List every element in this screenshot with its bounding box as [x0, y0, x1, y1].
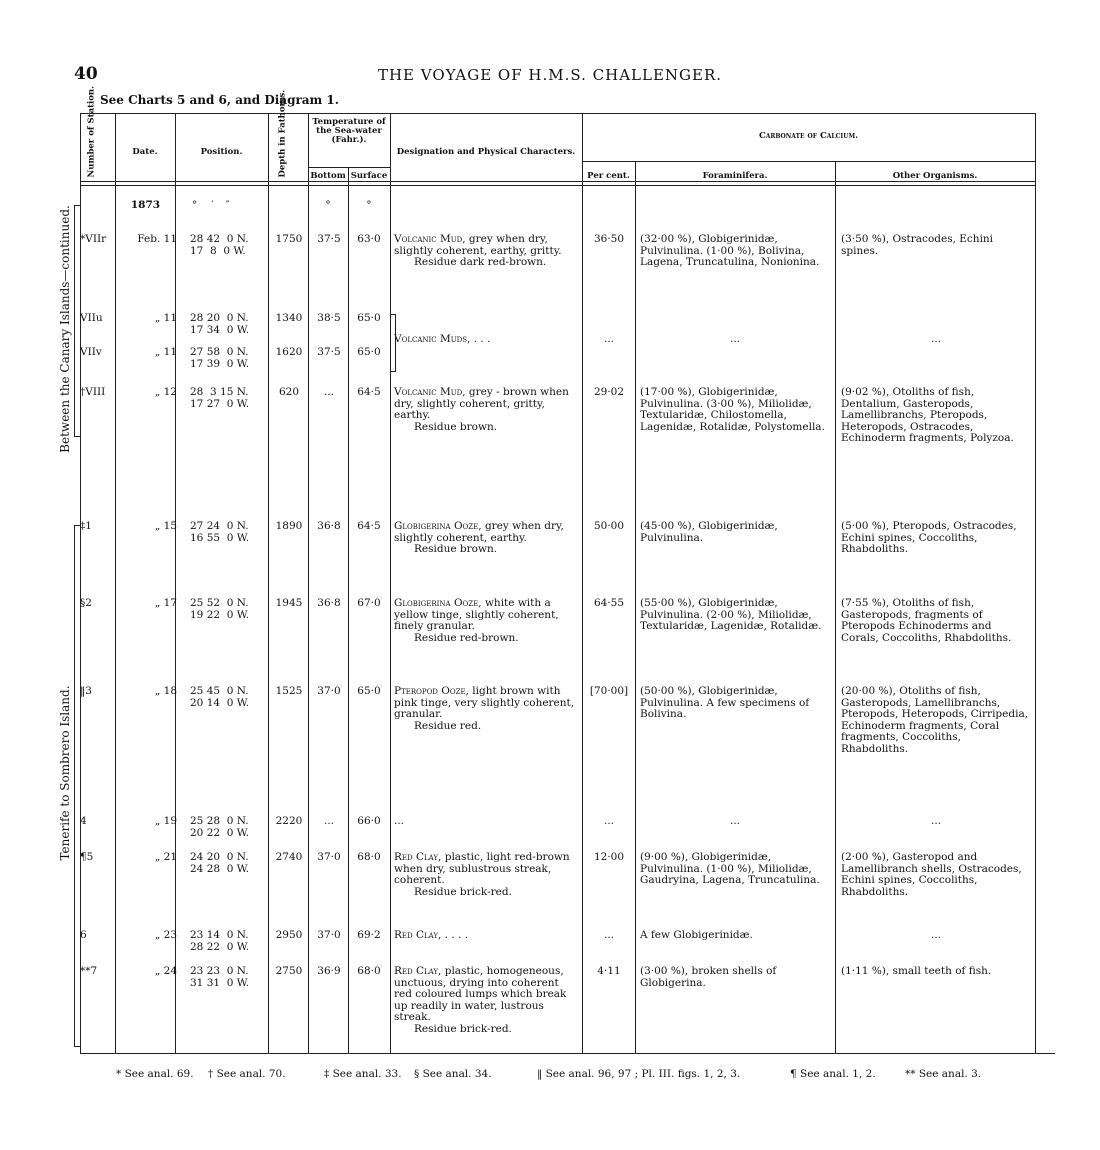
latitude: 24 20 0 N. — [190, 851, 249, 863]
header-position: Position. — [200, 147, 243, 157]
longitude: 17 34 0 W. — [190, 324, 250, 336]
latitude: 25 45 0 N. — [190, 685, 249, 697]
surface-temperature: 69·2 — [357, 929, 381, 941]
longitude: 24 28 0 W. — [190, 863, 250, 875]
latitude: 27 58 0 N. — [190, 346, 249, 358]
longitude: 17 27 0 W. — [190, 398, 250, 410]
charts-note: See Charts 5 and 6, and Diagram 1. — [100, 93, 339, 107]
running-title: THE VOYAGE OF H.M.S. CHALLENGER. — [377, 66, 723, 84]
deg-unit: ° — [192, 199, 198, 211]
surface-temperature: 63·0 — [357, 233, 381, 245]
page-number: 40 — [74, 64, 98, 84]
footnote: ¶ See anal. 1, 2. — [790, 1068, 876, 1080]
latitude: 28 3 15 N. — [190, 386, 249, 398]
carbonate-per-cent: [70·00] — [589, 685, 629, 697]
physical-characters: plastic, homogeneous, unctuous, drying into coherent red coloured lumps which break up readily in water, lustrous streak. — [394, 965, 567, 1023]
bottom-temperature: ... — [323, 386, 334, 398]
designation — [394, 334, 578, 346]
station-number: **7 — [80, 965, 98, 977]
footnote: § See anal. 34. — [414, 1068, 492, 1080]
surface-temperature: 65·0 — [357, 312, 381, 324]
date-year: 1873 — [130, 199, 161, 211]
physical-characters: light brown with pink tinge, very slightly coherent, granular. — [394, 685, 575, 720]
station-number: §2 — [80, 597, 92, 609]
region-label-tenerife: Tenerife to Sombrero Island. — [58, 685, 72, 861]
date: Feb. 11 — [137, 233, 177, 245]
physical-characters: grey - brown when dry, slightly coherent, gritty, earthy. — [394, 386, 569, 421]
residue: Residue red-brown. — [414, 631, 519, 644]
date: „ 11 — [154, 346, 177, 358]
header-date: Date. — [132, 147, 158, 157]
physical-characters: . . . — [473, 333, 491, 345]
surface-temperature: 65·0 — [357, 685, 381, 697]
date: „ 12 — [154, 386, 177, 398]
other-organisms: ... — [930, 815, 941, 827]
surface-temperature: 68·0 — [357, 851, 381, 863]
deposit-name: Volcanic Mud, — [394, 233, 469, 245]
surface-temperature: 68·0 — [357, 965, 381, 977]
station-number: VIIu — [80, 312, 103, 324]
depth: 1750 — [275, 233, 303, 245]
depth: 1620 — [275, 346, 303, 358]
surface-temperature: 67·0 — [357, 597, 381, 609]
physical-characters: ... — [394, 815, 405, 827]
footnote: ** See anal. 3. — [905, 1068, 982, 1080]
header-other: Other Organisms. — [892, 171, 978, 181]
latitude: 23 14 0 N. — [190, 929, 249, 941]
depth: 2750 — [275, 965, 303, 977]
depth: 1525 — [275, 685, 303, 697]
carbonate-per-cent: 36·50 — [593, 233, 625, 245]
other-organisms: (1·11 %), small teeth of fish. — [841, 965, 992, 977]
residue: Residue red. — [414, 719, 482, 732]
designation — [394, 816, 578, 828]
date: „ 21 — [154, 851, 177, 863]
bottom-temperature: 36·8 — [317, 597, 341, 609]
depth: 1340 — [275, 312, 303, 324]
longitude: 17 8 0 W. — [190, 245, 246, 257]
residue: Residue brown. — [414, 420, 498, 433]
residue: Residue dark red-brown. — [414, 256, 547, 268]
deposit-name: Pteropod Ooze, — [394, 685, 473, 697]
longitude: 20 14 0 W. — [190, 697, 250, 709]
physical-characters: grey when dry, slightly coherent, earthy, gritty. — [394, 233, 562, 257]
foraminifera: A few Globigerinidæ. — [640, 929, 753, 941]
bottom-temperature: 37·0 — [317, 685, 341, 697]
physical-characters: . . . . — [444, 929, 469, 941]
header-carbonate: Carbonate of Calcium. — [758, 131, 859, 141]
bottom-temperature: 37·5 — [317, 233, 341, 245]
foraminifera: (55·00 %), Globigerinidæ, Pulvinulina. (2·00 %), Miliolidæ, Textularidæ, Lagenidæ, Rotalidæ. — [640, 597, 822, 632]
designation — [394, 234, 578, 269]
header-temperature: Temperature of the Sea-water (Fahr.). — [312, 117, 386, 145]
other-organisms: ... — [930, 333, 941, 345]
other-organisms: (20·00 %), Otoliths of fish, Gasteropods, Lamellibranchs, Pteropods, Heteropods, Cirripedia, Echinoderm fragments, Coral fragments, Coccoliths, Rhabdoliths. — [841, 685, 1029, 755]
longitude: 31 31 0 W. — [190, 977, 250, 989]
date: „ 23 — [154, 929, 177, 941]
bottom-unit: ° — [325, 199, 331, 211]
carbonate-per-cent: 12·00 — [593, 851, 625, 863]
latitude: 28 42 0 N. — [190, 233, 249, 245]
date: „ 17 — [154, 597, 177, 609]
header-designation: Designation and Physical Characters. — [396, 147, 576, 157]
date: „ 18 — [154, 685, 177, 697]
other-organisms: ... — [930, 929, 941, 941]
longitude: 20 22 0 W. — [190, 827, 250, 839]
residue: Residue brick-red. — [414, 885, 512, 898]
depth: 2220 — [275, 815, 303, 827]
station-number: †VIII — [80, 386, 106, 398]
station-number: *VIIr — [80, 233, 107, 245]
deposit-name: Volcanic Mud, — [394, 386, 469, 398]
foraminifera: (17·00 %), Globigerinidæ, Pulvinulina. (3·00 %), Miliolidæ, Textularidæ, Chilostomella, Lagenidæ, Rotalidæ, Polystomella. — [640, 386, 825, 433]
bottom-temperature: ... — [323, 815, 334, 827]
carbonate-per-cent: ... — [603, 333, 614, 345]
carbonate-per-cent: ... — [603, 815, 614, 827]
foraminifera: ... — [729, 333, 740, 345]
station-number: VIIv — [80, 346, 102, 358]
surface-temperature: 66·0 — [357, 815, 381, 827]
foraminifera: (3·00 %), broken shells of Globigerina. — [640, 965, 777, 989]
footnote: ‖ See anal. 96, 97 ; Pl. III. figs. 1, 2, 3. — [537, 1068, 741, 1080]
latitude: 28 20 0 N. — [190, 312, 249, 324]
station-number: 4 — [80, 815, 87, 827]
header-bottom: Bottom — [310, 171, 346, 181]
designation — [394, 930, 578, 942]
bottom-temperature: 38·5 — [317, 312, 341, 324]
surface-unit: ° — [366, 199, 372, 211]
other-organisms: (7·55 %), Otoliths of fish, Gasteropods, fragments of Pteropods Echinoderms and Corals, Coccoliths, Rhabdoliths. — [841, 597, 1012, 644]
physical-characters: grey when dry, slightly coherent, earthy. — [394, 520, 564, 544]
deposit-name: Globigerina Ooze, — [394, 520, 485, 532]
deposit-name: Volcanic Muds, — [394, 333, 474, 345]
min-unit: ′ — [211, 199, 214, 211]
surface-temperature: 64·5 — [357, 386, 381, 398]
surface-temperature: 65·0 — [357, 346, 381, 358]
depth: 1890 — [275, 520, 303, 532]
depth: 2950 — [275, 929, 303, 941]
station-number: ‡1 — [80, 520, 92, 532]
header-depth: Depth in Fathoms. — [277, 89, 288, 178]
designation — [394, 852, 578, 898]
longitude: 17 39 0 W. — [190, 358, 250, 370]
date: „ 11 — [154, 312, 177, 324]
carbonate-per-cent: 64·55 — [593, 597, 625, 609]
date: „ 19 — [154, 815, 177, 827]
bottom-temperature: 37·0 — [317, 929, 341, 941]
latitude: 23 23 0 N. — [190, 965, 249, 977]
foraminifera: (32·00 %), Globigerinidæ, Pulvinulina. (1·00 %), Bolivina, Lagena, Truncatulina, Nonionina. — [640, 233, 820, 268]
longitude: 19 22 0 W. — [190, 609, 250, 621]
designation — [394, 598, 578, 644]
footnote: ‡ See anal. 33. — [324, 1068, 402, 1080]
physical-characters: plastic, light red-brown when dry, sublustrous streak, coherent. — [394, 851, 570, 886]
latitude: 25 28 0 N. — [190, 815, 249, 827]
footnote: * See anal. 69. — [116, 1068, 194, 1080]
foraminifera: (45·00 %), Globigerinidæ, Pulvinulina. — [640, 520, 778, 544]
carbonate-per-cent: 29·02 — [593, 386, 625, 398]
foraminifera: (9·00 %), Globigerinidæ, Pulvinulina. (1·00 %), Miliolidæ, Gaudryina, Lagena, Truncatulina. — [640, 851, 820, 886]
header-station: Number of Station. — [86, 85, 97, 178]
depth: 1945 — [275, 597, 303, 609]
header-foraminifera: Foraminifera. — [702, 171, 768, 181]
other-organisms: (3·50 %), Ostracodes, Echini spines. — [841, 233, 994, 257]
bottom-temperature: 37·5 — [317, 346, 341, 358]
region-label-canary: Between the Canary Islands—continued. — [58, 205, 72, 453]
latitude: 25 52 0 N. — [190, 597, 249, 609]
station-number: 6 — [80, 929, 87, 941]
longitude: 16 55 0 W. — [190, 532, 250, 544]
bottom-temperature: 36·9 — [317, 965, 341, 977]
sec-unit: ″ — [225, 199, 230, 211]
designation — [394, 686, 578, 732]
deposit-name: Globigerina Ooze, — [394, 597, 485, 609]
bottom-temperature: 36·8 — [317, 520, 341, 532]
residue: Residue brick-red. — [414, 1022, 512, 1035]
depth: 2740 — [275, 851, 303, 863]
header-per-cent: Per cent. — [587, 171, 630, 181]
carbonate-per-cent: ... — [603, 929, 614, 941]
deposit-name: Red Clay, — [394, 965, 445, 977]
station-number: ¶5 — [80, 851, 94, 863]
carbonate-per-cent: 4·11 — [597, 965, 621, 977]
bottom-temperature: 37·0 — [317, 851, 341, 863]
foraminifera: ... — [729, 815, 740, 827]
row-group-brace — [390, 314, 396, 372]
header-surface: Surface — [350, 171, 388, 181]
position-units — [192, 200, 272, 212]
date: „ 15 — [154, 520, 177, 532]
surface-temperature: 64·5 — [357, 520, 381, 532]
designation — [394, 966, 578, 1035]
latitude: 27 24 0 N. — [190, 520, 249, 532]
station-number: ‖3 — [80, 685, 92, 697]
designation — [394, 387, 578, 433]
designation — [394, 521, 578, 556]
depth: 620 — [278, 386, 300, 398]
deposit-name: Red Clay, — [394, 851, 445, 863]
other-organisms: (2·00 %), Gasteropod and Lamellibranch shells, Ostracodes, Echini spines, Coccoliths, Rhabdoliths. — [841, 851, 1022, 898]
footnote: † See anal. 70. — [208, 1068, 286, 1080]
other-organisms: (9·02 %), Otoliths of fish, Dentalium, Gasteropods, Lamellibranchs, Pteropods, Heteropods, Ostracodes, Echinoderm fragments, Polyzoa. — [841, 386, 1014, 444]
date: „ 24 — [154, 965, 177, 977]
deposit-name: Red Clay, — [394, 929, 445, 941]
other-organisms: (5·00 %), Pteropods, Ostracodes, Echini spines, Coccoliths, Rhabdoliths. — [841, 520, 1017, 555]
physical-characters: white with a yellow tinge, slightly coherent, finely granular. — [394, 597, 559, 632]
longitude: 28 22 0 W. — [190, 941, 250, 953]
carbonate-per-cent: 50·00 — [593, 520, 625, 532]
residue: Residue brown. — [414, 543, 498, 555]
foraminifera: (50·00 %), Globigerinidæ, Pulvinulina. A few specimens of Bolivina. — [640, 685, 810, 720]
